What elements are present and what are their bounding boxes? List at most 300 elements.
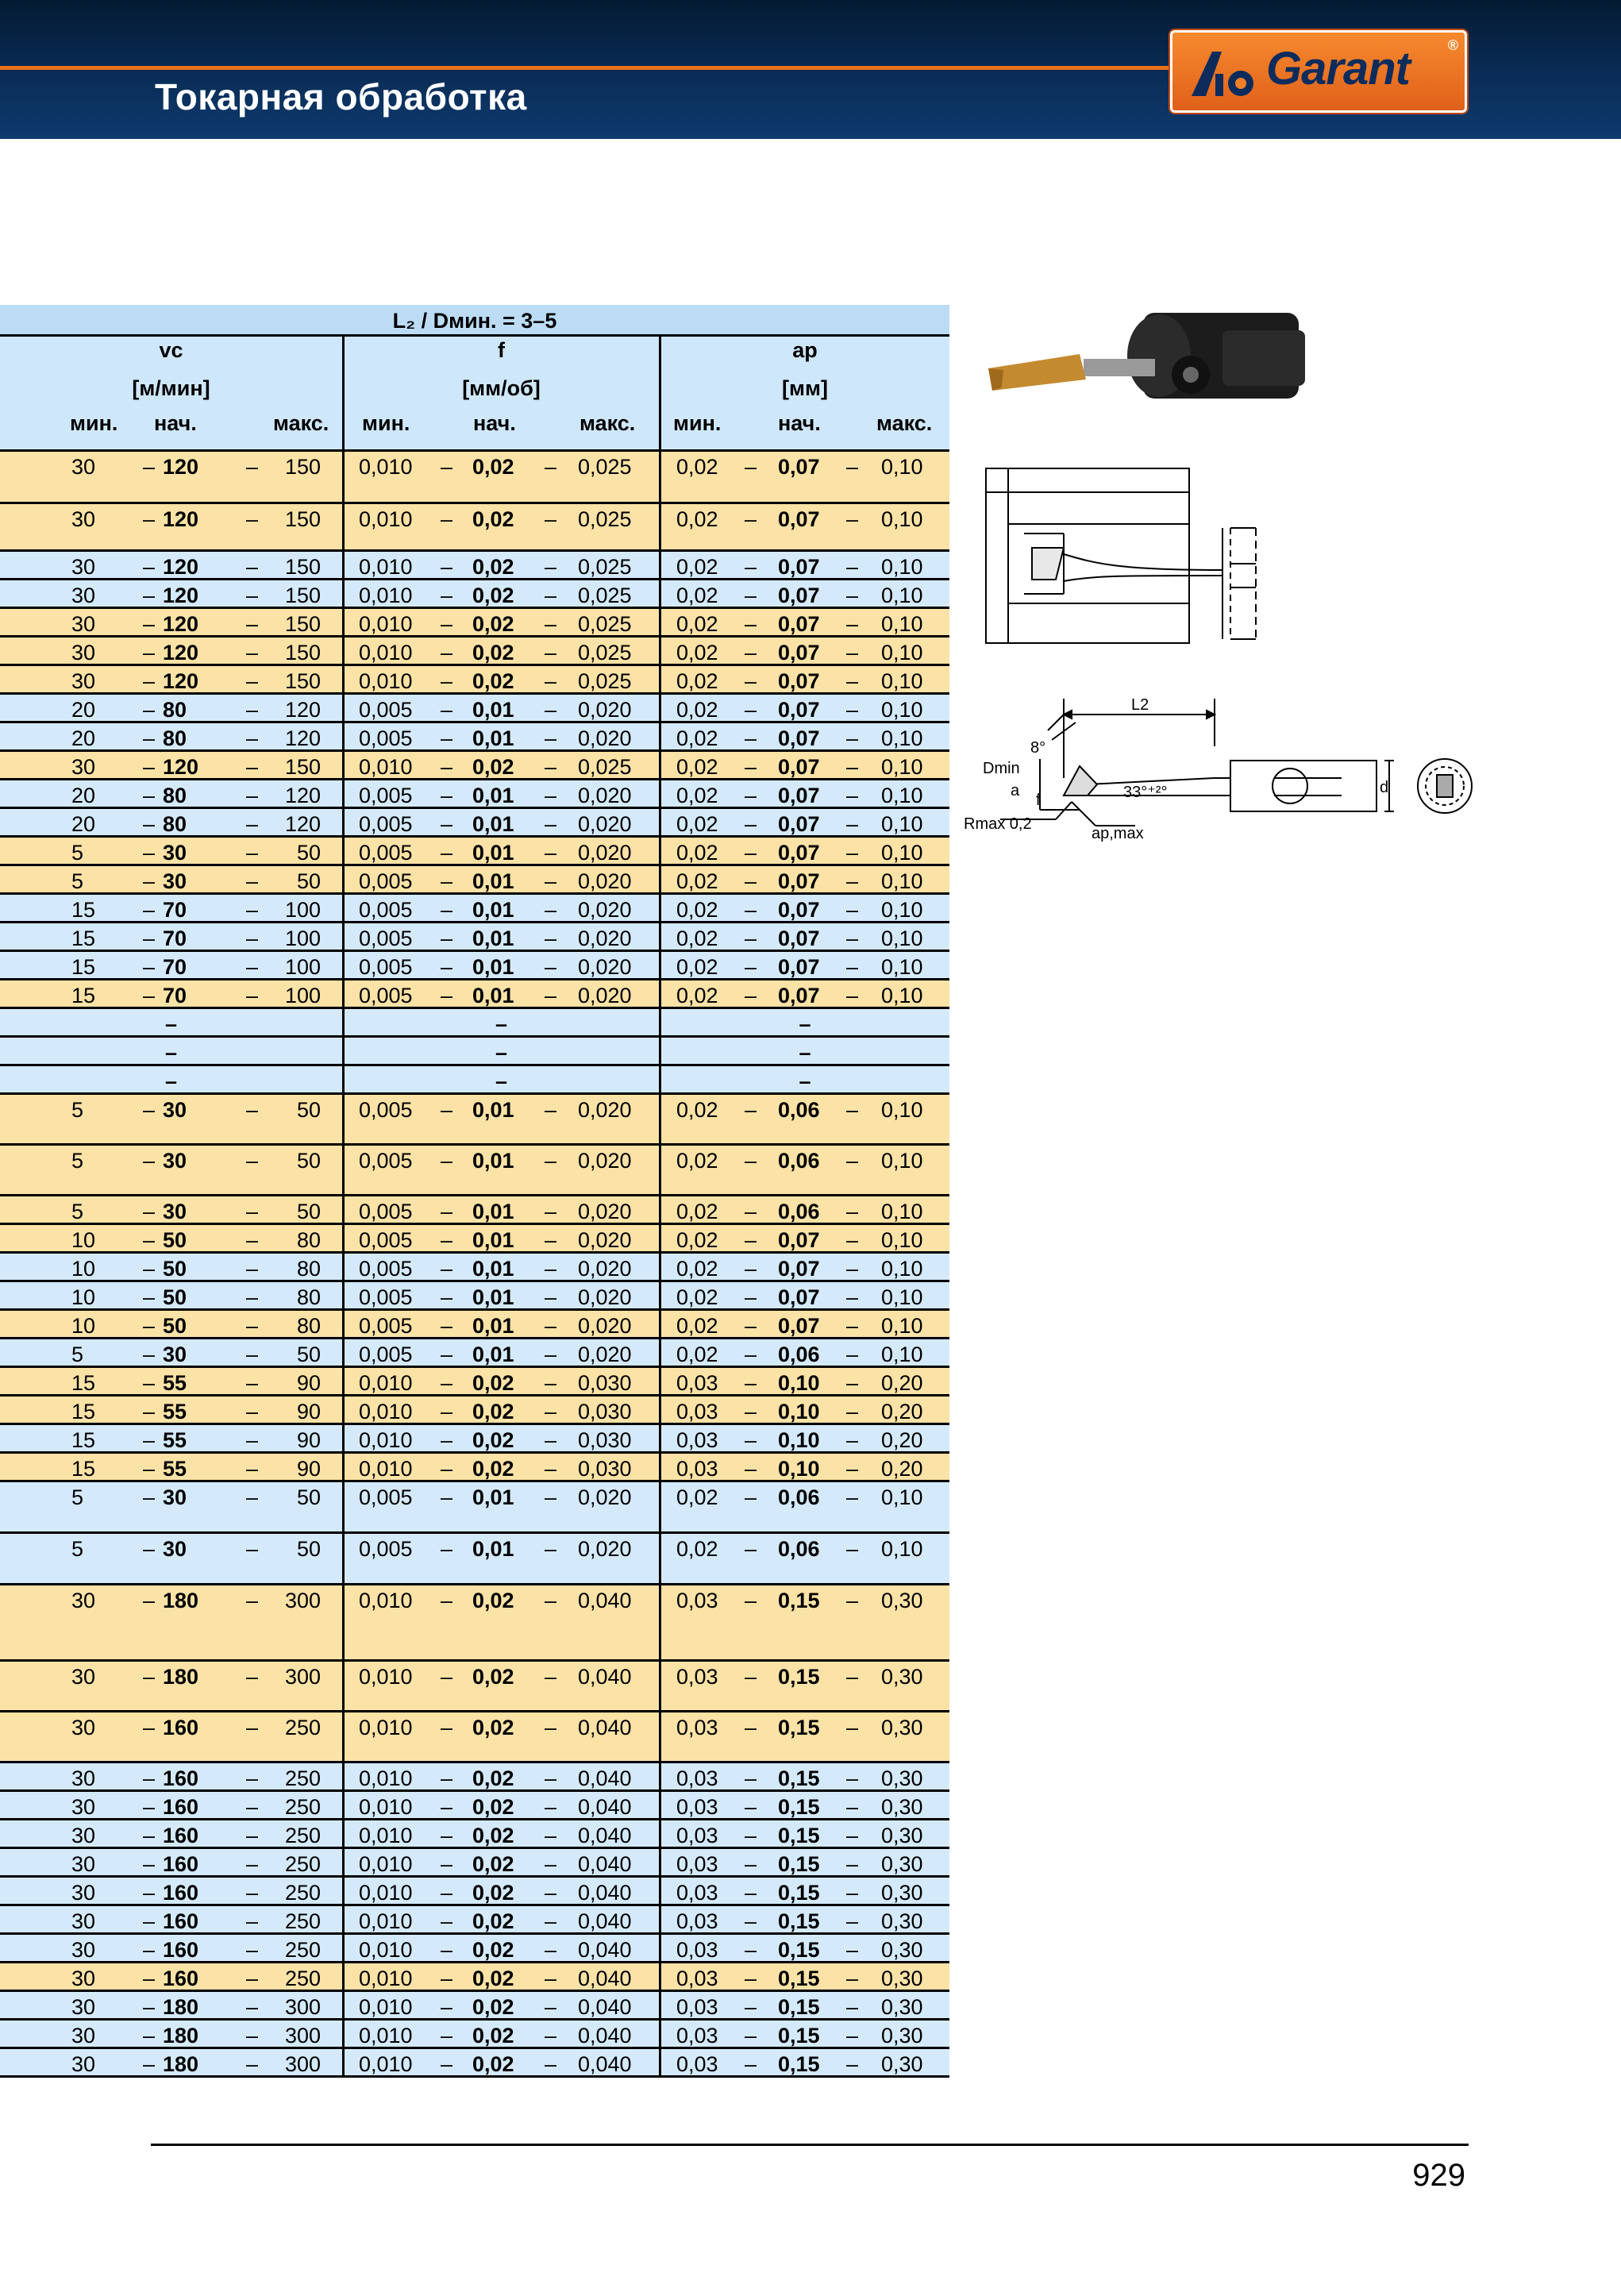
table-cell: 15 xyxy=(71,1371,96,1395)
table-cell: 0,025 xyxy=(578,669,632,693)
table-cell: 30 xyxy=(163,1537,187,1561)
table-cell: 0,15 xyxy=(778,1909,820,1933)
column-divider xyxy=(342,452,345,502)
table-cell: 10 xyxy=(71,1285,96,1309)
range-dash: – xyxy=(246,1200,259,1223)
table-cell: 0,02 xyxy=(472,1995,514,2019)
table-cell: 150 xyxy=(284,584,321,607)
range-dash: – xyxy=(846,1967,859,1990)
table-row xyxy=(0,695,949,723)
table-cell: 0,10 xyxy=(881,584,923,607)
table-cell: 0,02 xyxy=(472,641,514,665)
table-cell: 0,03 xyxy=(676,1824,718,1847)
table-cell: 0,010 xyxy=(359,555,413,579)
table-cell: 0,03 xyxy=(676,1766,718,1790)
table-cell: 0,040 xyxy=(578,1716,632,1739)
table-cell: 180 xyxy=(163,1589,199,1612)
table-cell: 120 xyxy=(163,507,199,531)
table-cell: 0,02 xyxy=(676,984,718,1007)
table-cell: 30 xyxy=(71,1967,96,1990)
table-cell: 0,01 xyxy=(472,726,514,750)
table-cell: 0,01 xyxy=(472,1485,514,1509)
table-cell: 0,02 xyxy=(472,612,514,636)
label-angle-33: 33°⁺²° xyxy=(1123,784,1168,801)
table-row xyxy=(0,452,949,504)
table-cell: 0,025 xyxy=(578,555,632,579)
table-cell: 120 xyxy=(163,755,199,779)
table-row xyxy=(0,1339,949,1368)
table-cell: 0,10 xyxy=(881,1149,923,1173)
table-cell: 30 xyxy=(71,641,96,665)
table-cell: 150 xyxy=(284,555,321,579)
range-dash: – xyxy=(545,726,557,750)
range-dash: – xyxy=(246,641,259,665)
column-divider xyxy=(342,1282,345,1308)
column-divider xyxy=(659,1849,661,1875)
table-cell: 0,020 xyxy=(578,726,632,750)
f-max-label: макс. xyxy=(579,411,636,435)
table-cell: 50 xyxy=(296,1098,321,1122)
table-cell: 0,30 xyxy=(881,1852,923,1876)
table-cell: 80 xyxy=(296,1314,321,1338)
range-dash: – xyxy=(246,1149,259,1173)
range-dash: – xyxy=(545,1938,557,1962)
label-l2: L2 xyxy=(1131,696,1149,714)
table-cell: 100 xyxy=(284,898,321,922)
range-dash: – xyxy=(745,698,757,722)
range-dash: – xyxy=(246,1852,259,1876)
range-dash: – xyxy=(246,1485,259,1509)
table-cell: 0,025 xyxy=(578,455,632,479)
table-cell: 0,30 xyxy=(881,1795,923,1819)
table-cell: 0,010 xyxy=(359,1766,413,1790)
column-divider xyxy=(659,1311,661,1337)
table-cell: 0,01 xyxy=(472,955,514,979)
table-cell: 70 xyxy=(163,955,187,979)
range-dash: – xyxy=(745,812,757,836)
table-cell: 0,07 xyxy=(778,984,820,1007)
range-dash: – xyxy=(745,455,757,479)
table-cell: 55 xyxy=(163,1457,187,1481)
table-cell: 0,02 xyxy=(676,726,718,750)
table-cell: 0,005 xyxy=(359,1285,413,1309)
column-divider xyxy=(342,1849,345,1875)
column-divider xyxy=(659,838,661,864)
f-min-label: мин. xyxy=(362,411,410,435)
range-dash: – xyxy=(246,1428,259,1452)
table-cell: 0,01 xyxy=(472,1149,514,1173)
table-cell: 0,02 xyxy=(472,455,514,479)
table-cell: 90 xyxy=(296,1371,321,1395)
range-dash: – xyxy=(545,1400,557,1423)
table-cell: 50 xyxy=(163,1228,187,1252)
f-unit: [мм/об] xyxy=(462,376,541,400)
table-cell: 80 xyxy=(163,698,187,722)
table-cell: 250 xyxy=(284,1909,321,1933)
table-cell: 0,010 xyxy=(359,1400,413,1423)
range-dash: – xyxy=(441,898,453,922)
column-divider xyxy=(659,1282,661,1308)
range-dash: – xyxy=(545,869,557,893)
range-dash: – xyxy=(545,2024,557,2048)
range-dash: – xyxy=(745,898,757,922)
column-divider xyxy=(342,952,345,978)
column-divider xyxy=(342,1311,345,1337)
range-dash: – xyxy=(745,1285,757,1309)
column-divider xyxy=(342,552,345,578)
table-cell: 0,005 xyxy=(359,869,413,893)
column-divider xyxy=(659,1935,661,1961)
table-row xyxy=(0,609,949,638)
range-dash: – xyxy=(143,755,156,779)
column-divider xyxy=(342,2049,345,2075)
table-cell: 30 xyxy=(163,1485,187,1509)
table-cell: 15 xyxy=(71,926,96,950)
table-cell: 0,01 xyxy=(472,984,514,1007)
column-divider xyxy=(659,452,661,502)
table-cell: 30 xyxy=(163,1200,187,1223)
column-divider xyxy=(342,1585,345,1659)
table-cell: 0,10 xyxy=(881,1200,923,1223)
table-row xyxy=(0,1454,949,1482)
table-cell: 0,03 xyxy=(676,1457,718,1481)
range-dash: – xyxy=(246,898,259,922)
table-cell: 30 xyxy=(71,1909,96,1933)
range-dash: – xyxy=(846,1909,859,1933)
table-cell: 0,02 xyxy=(472,1428,514,1452)
table-cell: 0,02 xyxy=(472,1457,514,1481)
table-cell: 0,07 xyxy=(778,612,820,636)
column-divider xyxy=(659,1906,661,1932)
table-cell: 0,02 xyxy=(472,755,514,779)
table-cell: 160 xyxy=(163,1824,199,1847)
table-cell: 0,020 xyxy=(578,1257,632,1281)
f-start-label: нач. xyxy=(473,411,516,435)
table-cell: 0,02 xyxy=(676,669,718,693)
range-dash: – xyxy=(143,641,156,665)
column-divider xyxy=(659,1763,661,1789)
table-cell: 0,06 xyxy=(778,1343,820,1366)
range-dash: – xyxy=(441,955,453,979)
table-row xyxy=(0,1425,949,1454)
tool-drawings xyxy=(961,302,1484,873)
table-row xyxy=(0,1066,949,1095)
table-cell: 15 xyxy=(71,1400,96,1423)
range-dash: – xyxy=(246,726,259,750)
range-dash: – xyxy=(846,755,859,779)
table-cell: 150 xyxy=(284,507,321,531)
f-symbol: f xyxy=(498,338,505,362)
range-dash: – xyxy=(143,1314,156,1338)
column-divider xyxy=(342,666,345,692)
table-cell: 0,030 xyxy=(578,1400,632,1423)
range-dash: – xyxy=(846,1938,859,1962)
table-cell: 0,07 xyxy=(778,726,820,750)
table-cell: 0,02 xyxy=(676,955,718,979)
table-cell: 0,01 xyxy=(472,926,514,950)
range-dash: – xyxy=(246,1881,259,1905)
range-dash: – xyxy=(143,1795,156,1819)
table-cell: 0,10 xyxy=(778,1400,820,1423)
table-cell: 0,02 xyxy=(472,1824,514,1847)
table-cell: 0,010 xyxy=(359,1881,413,1905)
table-cell: 180 xyxy=(163,1995,199,2019)
range-dash: – xyxy=(246,612,259,636)
range-dash: – xyxy=(846,1098,859,1122)
ap-symbol: ap xyxy=(792,338,818,362)
column-divider xyxy=(342,1820,345,1847)
table-cell: 0,10 xyxy=(881,641,923,665)
table-cell: 120 xyxy=(163,612,199,636)
table-cell: 0,010 xyxy=(359,455,413,479)
range-dash: – xyxy=(846,984,859,1007)
range-dash: – xyxy=(441,926,453,950)
range-dash: – xyxy=(246,1589,259,1612)
table-cell: 0,07 xyxy=(778,926,820,950)
table-cell: 0,30 xyxy=(881,1589,923,1612)
range-dash: – xyxy=(745,1343,757,1366)
table-cell: 80 xyxy=(163,812,187,836)
range-dash: – xyxy=(441,641,453,665)
table-cell: 20 xyxy=(71,784,96,807)
range-dash: – xyxy=(441,1343,453,1366)
table-row xyxy=(0,895,949,923)
range-dash: – xyxy=(846,812,859,836)
table-cell: 0,03 xyxy=(676,1909,718,1933)
table-cell: 15 xyxy=(71,984,96,1007)
table-cell: 30 xyxy=(71,1589,96,1612)
column-divider xyxy=(342,780,345,807)
column-divider xyxy=(659,780,661,807)
table-cell: 0,010 xyxy=(359,1852,413,1876)
range-dash: – xyxy=(143,1938,156,1962)
table-cell: 15 xyxy=(71,1457,96,1481)
table-cell: 0,02 xyxy=(676,1149,718,1173)
range-dash: – xyxy=(441,1257,453,1281)
range-dash: – xyxy=(143,812,156,836)
table-cell: 0,02 xyxy=(676,1257,718,1281)
table-cell: 0,030 xyxy=(578,1457,632,1481)
range-dash: – xyxy=(545,955,557,979)
table-row xyxy=(0,552,949,580)
range-dash: – xyxy=(441,726,453,750)
table-cell: 0,10 xyxy=(778,1371,820,1395)
range-dash: – xyxy=(246,1371,259,1395)
table-cell: 0,02 xyxy=(472,1795,514,1819)
table-cell: 250 xyxy=(284,1852,321,1876)
range-dash: – xyxy=(846,1824,859,1847)
column-divider xyxy=(659,638,661,664)
range-dash: – xyxy=(545,1257,557,1281)
table-cell: 0,02 xyxy=(472,1400,514,1423)
table-cell: 0,010 xyxy=(359,1967,413,1990)
table-cell: 0,03 xyxy=(676,1589,718,1612)
table-cell: 0,02 xyxy=(676,507,718,531)
table-cell: 30 xyxy=(163,841,187,865)
table-cell: 0,020 xyxy=(578,1537,632,1561)
table-cell: 0,02 xyxy=(676,1098,718,1122)
range-dash: – xyxy=(441,869,453,893)
column-divider xyxy=(342,1906,345,1932)
table-cell: 0,10 xyxy=(881,898,923,922)
table-cell: 0,020 xyxy=(578,1200,632,1223)
range-dash: – xyxy=(745,669,757,693)
table-cell: 0,010 xyxy=(359,1909,413,1933)
column-divider xyxy=(659,980,661,1007)
range-dash: – xyxy=(846,1257,859,1281)
table-cell: 80 xyxy=(296,1257,321,1281)
range-dash: – xyxy=(441,1285,453,1309)
range-dash: – xyxy=(246,1938,259,1962)
table-cell: 55 xyxy=(163,1371,187,1395)
table-cell: 0,020 xyxy=(578,784,632,807)
table-cell: 0,005 xyxy=(359,1537,413,1561)
table-cell: 0,02 xyxy=(472,2052,514,2076)
range-dash: – xyxy=(143,1285,156,1309)
range-dash: – xyxy=(441,784,453,807)
table-cell: 0,025 xyxy=(578,584,632,607)
range-dash: – xyxy=(545,555,557,579)
table-cell: 50 xyxy=(296,1485,321,1509)
range-dash: – xyxy=(441,755,453,779)
column-divider xyxy=(342,1792,345,1818)
column-divider xyxy=(659,504,661,549)
table-cell: 0,005 xyxy=(359,926,413,950)
column-divider xyxy=(342,1396,345,1423)
empty-cell-dash: – xyxy=(164,1041,178,1065)
range-dash: – xyxy=(441,1881,453,1905)
table-cell: 0,040 xyxy=(578,1881,632,1905)
table-cell: 0,040 xyxy=(578,1795,632,1819)
table-cell: 15 xyxy=(71,955,96,979)
table-cell: 0,010 xyxy=(359,2024,413,2048)
range-dash: – xyxy=(143,1881,156,1905)
table-cell: 0,005 xyxy=(359,1257,413,1281)
column-divider xyxy=(659,1225,661,1251)
table-cell: 250 xyxy=(284,1795,321,1819)
table-cell: 0,020 xyxy=(578,1314,632,1338)
table-cell: 0,02 xyxy=(472,1716,514,1739)
column-divider xyxy=(342,1368,345,1394)
range-dash: – xyxy=(441,1795,453,1819)
table-cell: 0,01 xyxy=(472,898,514,922)
range-dash: – xyxy=(143,2024,156,2048)
range-dash: – xyxy=(745,1665,757,1689)
column-divider xyxy=(659,809,661,835)
table-cell: 0,02 xyxy=(676,926,718,950)
table-cell: 0,01 xyxy=(472,784,514,807)
range-dash: – xyxy=(143,1400,156,1423)
table-cell: 0,005 xyxy=(359,841,413,865)
range-dash: – xyxy=(441,1428,453,1452)
table-cell: 0,07 xyxy=(778,1314,820,1338)
table-cell: 0,30 xyxy=(881,1938,923,1962)
table-row xyxy=(0,1763,949,1792)
column-divider xyxy=(342,609,345,635)
table-row xyxy=(0,1482,949,1534)
column-divider xyxy=(659,1254,661,1280)
range-dash: – xyxy=(143,841,156,865)
table-cell: 0,005 xyxy=(359,984,413,1007)
table-cell: 0,020 xyxy=(578,812,632,836)
table-cell: 0,10 xyxy=(778,1428,820,1452)
range-dash: – xyxy=(745,755,757,779)
table-cell: 160 xyxy=(163,1795,199,1819)
table-cell: 0,020 xyxy=(578,926,632,950)
table-cell: 0,30 xyxy=(881,1716,923,1739)
label-dmin: Dmin xyxy=(983,760,1020,777)
table-cell: 0,06 xyxy=(778,1485,820,1509)
table-cell: 0,005 xyxy=(359,1343,413,1366)
table-cell: 0,07 xyxy=(778,1257,820,1281)
table-cell: 0,01 xyxy=(472,1228,514,1252)
range-dash: – xyxy=(846,726,859,750)
range-dash: – xyxy=(745,1485,757,1509)
table-cell: 0,30 xyxy=(881,1995,923,2019)
range-dash: – xyxy=(745,612,757,636)
table-row xyxy=(0,838,949,866)
column-divider xyxy=(342,1095,345,1143)
range-dash: – xyxy=(246,869,259,893)
range-dash: – xyxy=(545,841,557,865)
range-dash: – xyxy=(745,507,757,531)
table-cell: 0,07 xyxy=(778,1285,820,1309)
table-cell: 0,040 xyxy=(578,1938,632,1962)
range-dash: – xyxy=(143,955,156,979)
range-dash: – xyxy=(143,1428,156,1452)
table-cell: 160 xyxy=(163,1938,199,1962)
column-divider xyxy=(342,638,345,664)
vc-unit: [м/мин] xyxy=(132,376,210,400)
table-cell: 30 xyxy=(71,669,96,693)
table-cell: 90 xyxy=(296,1428,321,1452)
table-row xyxy=(0,1146,949,1196)
table-row xyxy=(0,1038,949,1066)
range-dash: – xyxy=(246,455,259,479)
table-cell: 0,03 xyxy=(676,1400,718,1423)
table-cell: 120 xyxy=(163,641,199,665)
range-dash: – xyxy=(441,1995,453,2019)
table-cell: 0,005 xyxy=(359,1098,413,1122)
column-divider xyxy=(342,1454,345,1480)
table-cell: 0,010 xyxy=(359,612,413,636)
table-cell: 0,01 xyxy=(472,1537,514,1561)
table-cell: 0,03 xyxy=(676,1995,718,2019)
table-cell: 0,005 xyxy=(359,1200,413,1223)
table-cell: 0,10 xyxy=(881,1343,923,1366)
table-row xyxy=(0,809,949,838)
table-cell: 0,10 xyxy=(881,755,923,779)
range-dash: – xyxy=(846,1457,859,1481)
page-number: 929 xyxy=(1412,2158,1465,2193)
range-dash: – xyxy=(745,869,757,893)
table-cell: 0,01 xyxy=(472,1098,514,1122)
range-dash: – xyxy=(441,841,453,865)
table-cell: 30 xyxy=(71,507,96,531)
table-cell: 0,10 xyxy=(881,812,923,836)
table-cell: 0,10 xyxy=(881,869,923,893)
table-cell: 0,03 xyxy=(676,1428,718,1452)
range-dash: – xyxy=(143,1852,156,1876)
table-cell: 20 xyxy=(71,812,96,836)
range-dash: – xyxy=(846,1995,859,2019)
range-dash: – xyxy=(745,1257,757,1281)
table-cell: 0,02 xyxy=(676,1285,718,1309)
table-cell: 0,02 xyxy=(676,784,718,807)
range-dash: – xyxy=(441,1589,453,1612)
table-header-columns xyxy=(0,337,949,452)
range-dash: – xyxy=(745,1371,757,1395)
